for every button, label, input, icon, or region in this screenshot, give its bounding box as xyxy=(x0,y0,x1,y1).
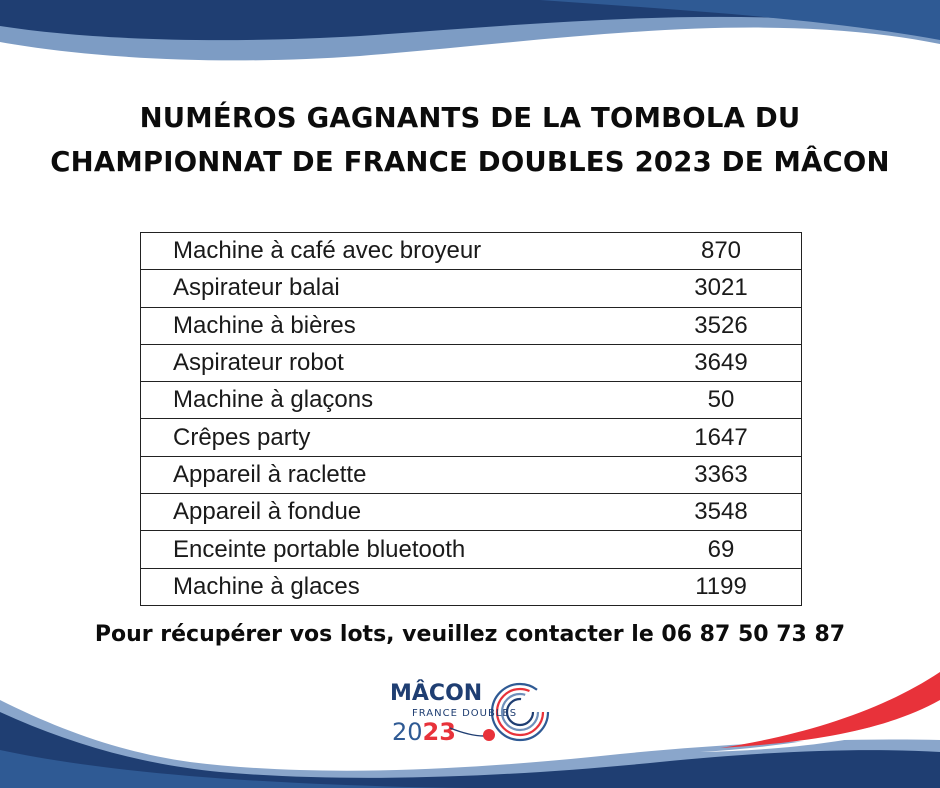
prize-number: 3649 xyxy=(641,344,802,381)
logo-event: FRANCE DOUBLES xyxy=(412,708,518,719)
prize-number: 50 xyxy=(641,382,802,419)
prize-name: Appareil à fondue xyxy=(141,494,642,531)
page-title xyxy=(0,96,940,184)
table-row xyxy=(141,233,802,270)
prize-name: Enceinte portable bluetooth xyxy=(141,531,642,568)
prize-name: Machine à café avec broyeur xyxy=(141,233,642,270)
prize-name: Machine à bières xyxy=(141,307,642,344)
logo-city: MÂCON xyxy=(390,681,483,706)
table-row xyxy=(141,307,802,344)
boule-icon xyxy=(483,729,495,741)
table-row xyxy=(141,494,802,531)
logo-year-suffix: 23 xyxy=(422,718,456,746)
prize-name: Aspirateur robot xyxy=(141,344,642,381)
prize-name: Machine à glaçons xyxy=(141,382,642,419)
prize-table xyxy=(140,232,802,606)
prize-number: 3526 xyxy=(641,307,802,344)
contact-note: Pour récupérer vos lots, veuillez contacter le 06 87 50 73 87 xyxy=(94,622,846,647)
prize-number: 3021 xyxy=(641,270,802,307)
logo-year-prefix: 20 xyxy=(392,718,423,746)
logo-year xyxy=(392,718,456,746)
table-row xyxy=(141,344,802,381)
prize-number: 3548 xyxy=(641,494,802,531)
title-line-1: NUMÉROS GAGNANTS DE LA TOMBOLA DU xyxy=(139,102,801,134)
table-row xyxy=(141,382,802,419)
table-row xyxy=(141,568,802,605)
macon-france-doubles-logo xyxy=(388,676,558,752)
table-row xyxy=(141,531,802,568)
table-row xyxy=(141,419,802,456)
prize-number: 870 xyxy=(641,233,802,270)
prize-number: 1199 xyxy=(641,568,802,605)
prize-number: 69 xyxy=(641,531,802,568)
prize-name: Aspirateur balai xyxy=(141,270,642,307)
table-row xyxy=(141,270,802,307)
prize-name: Appareil à raclette xyxy=(141,456,642,493)
table-row xyxy=(141,456,802,493)
prize-name: Machine à glaces xyxy=(141,568,642,605)
title-line-2: CHAMPIONNAT DE FRANCE DOUBLES 2023 DE MÂCON xyxy=(50,146,890,178)
prize-number: 3363 xyxy=(641,456,802,493)
prize-name: Crêpes party xyxy=(141,419,642,456)
prize-number: 1647 xyxy=(641,419,802,456)
